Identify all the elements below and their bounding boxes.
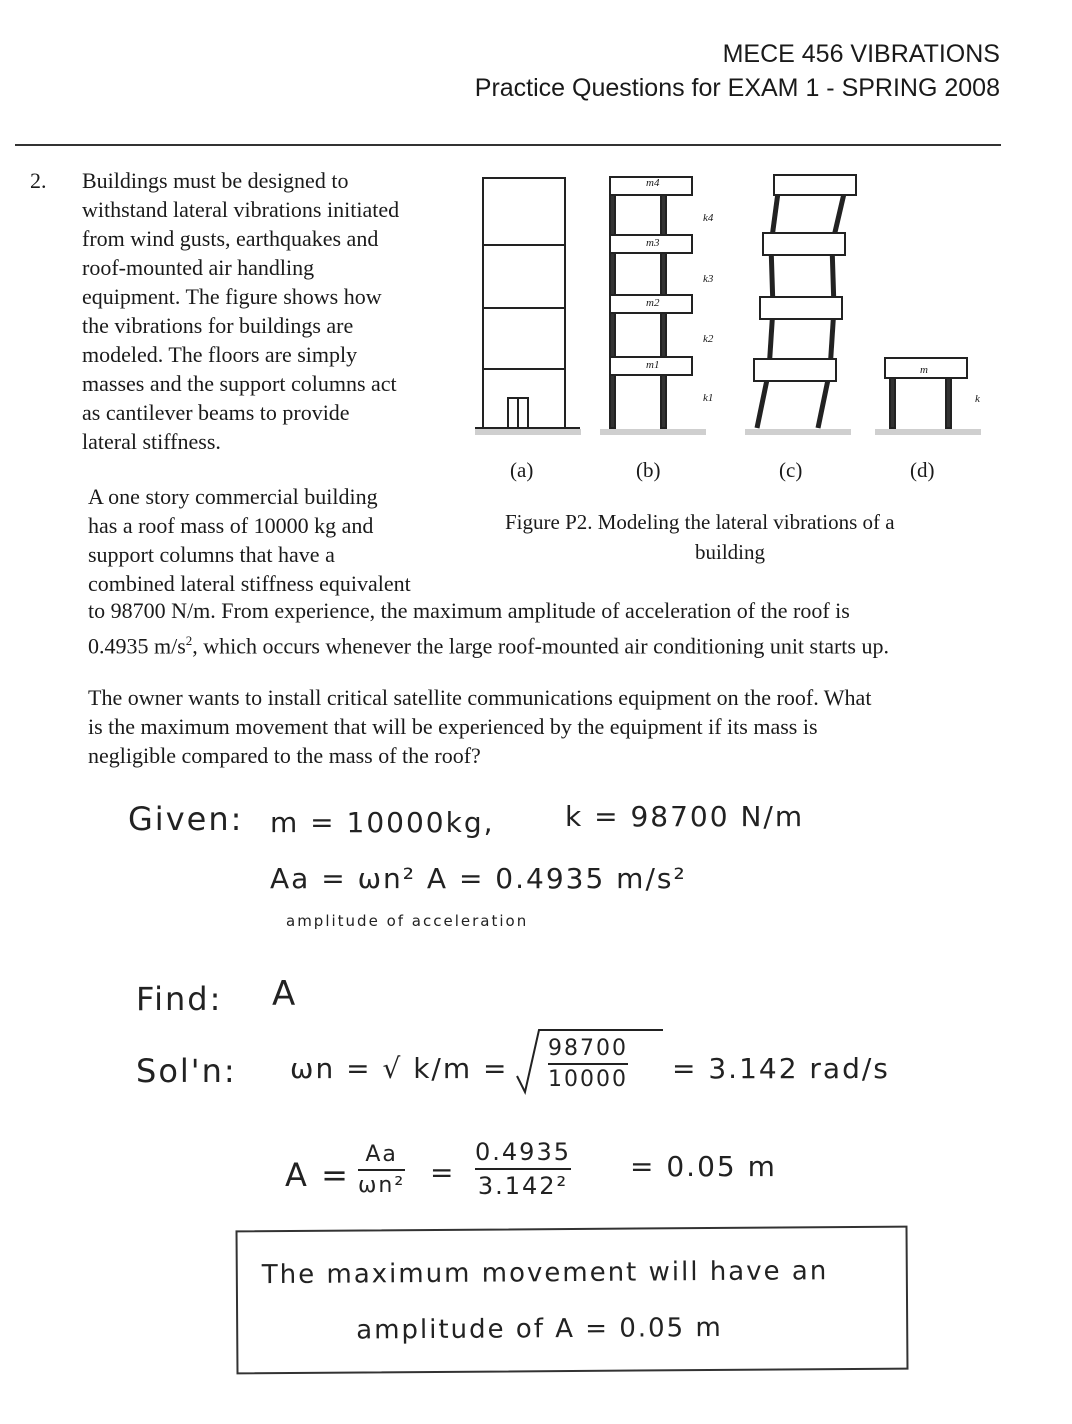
single-mass-label: m <box>920 364 928 376</box>
soln-label: Sol'n: <box>136 1052 237 1090</box>
intro-line: equipment. The figure shows how <box>82 284 382 309</box>
mass-label-m1: m1 <box>646 359 660 371</box>
para-line: A one story commercial building <box>88 484 378 509</box>
single-spring-label: k <box>975 393 980 405</box>
panel-label-b: (b) <box>636 458 661 482</box>
course-title: MECE 456 VIBRATIONS <box>722 40 1000 68</box>
intro-line: lateral stiffness. <box>82 429 221 454</box>
a-symbolic-fraction: Aa ωn² <box>358 1142 406 1198</box>
para-line: has a roof mass of 10000 kg and <box>88 513 374 538</box>
intro-line: withstand lateral vibrations initiated <box>82 197 400 222</box>
question-line: is the maximum movement that will be experienced by the equipment if its mass is <box>88 714 818 739</box>
conclusion-line1: The maximum movement will have an <box>261 1256 829 1291</box>
question-line: The owner wants to install critical satellite communications equipment on the roof. What <box>88 685 872 710</box>
wn-denominator: 10000 <box>548 1067 628 1092</box>
a-result: = 0.05 m <box>630 1150 777 1183</box>
para-line: 0.4935 $m/s^2$, which occurs whenever the large roof-mounted air conditioning unit starts up. <box>88 633 889 659</box>
para-line: support columns that have a <box>88 542 335 567</box>
intro-line: Buildings must be designed to <box>82 168 349 193</box>
problem-number: 2. <box>30 168 47 193</box>
mass-label-m4: m4 <box>646 177 660 189</box>
building-models-diagram <box>470 165 1030 455</box>
intro-line: as cantilever beams to provide <box>82 400 350 425</box>
spring-label-k3: k3 <box>703 273 714 285</box>
intro-line: masses and the support columns act <box>82 371 397 396</box>
a-equals: = <box>430 1156 456 1189</box>
para-line: combined lateral stiffness equivalent <box>88 571 411 596</box>
find-value: A <box>272 974 298 1014</box>
spring-label-k1: k1 <box>703 392 714 404</box>
conclusion-box <box>236 1226 909 1375</box>
given-stiffness: k = 98700 N/m <box>565 800 805 833</box>
given-mass: m = 10000kg, <box>270 806 495 839</box>
intro-line: modeled. The floors are simply <box>82 342 358 367</box>
question-line: negligible compared to the mass of the roof? <box>88 743 481 768</box>
given-accel: Aa = ωn² A = 0.4935 m/s² <box>270 862 687 895</box>
a-numeric-fraction: 0.4935 3.142² <box>475 1138 571 1200</box>
figure-caption: Figure P2. Modeling the lateral vibrations of a <box>505 510 895 534</box>
building-a <box>475 178 580 428</box>
intro-line: roof-mounted air handling <box>82 255 315 280</box>
find-label: Find: <box>136 980 223 1018</box>
building-c <box>754 175 856 428</box>
given-label: Given: <box>128 800 244 838</box>
conclusion-line2: amplitude of A = 0.05 m <box>356 1312 723 1346</box>
mass-label-m3: m3 <box>646 237 660 249</box>
figure-caption-line2: building <box>695 540 766 564</box>
para-line: to 98700 N/m. From experience, the maximum amplitude of acceleration of the roof is <box>88 598 850 623</box>
panel-label-a: (a) <box>510 458 534 482</box>
given-note: amplitude of acceleration <box>286 912 529 930</box>
wn-expression: ωn = √ k/m = <box>290 1052 509 1085</box>
a-lhs: A = <box>285 1156 350 1194</box>
exam-subtitle: Practice Questions for EXAM 1 - SPRING 2008 <box>474 74 1000 102</box>
header-rule <box>15 144 1001 146</box>
spring-label-k4: k4 <box>703 212 714 224</box>
wn-numerator: 98700 <box>548 1036 628 1061</box>
mass-label-m2: m2 <box>646 297 660 309</box>
intro-line: from wind gusts, earthquakes and <box>82 226 379 251</box>
intro-line: the vibrations for buildings are <box>82 313 354 338</box>
wn-fraction <box>548 1036 628 1092</box>
spring-label-k2: k2 <box>703 333 714 345</box>
panel-label-c: (c) <box>779 458 803 482</box>
panel-label-d: (d) <box>910 458 935 482</box>
wn-result: = 3.142 rad/s <box>672 1052 890 1085</box>
